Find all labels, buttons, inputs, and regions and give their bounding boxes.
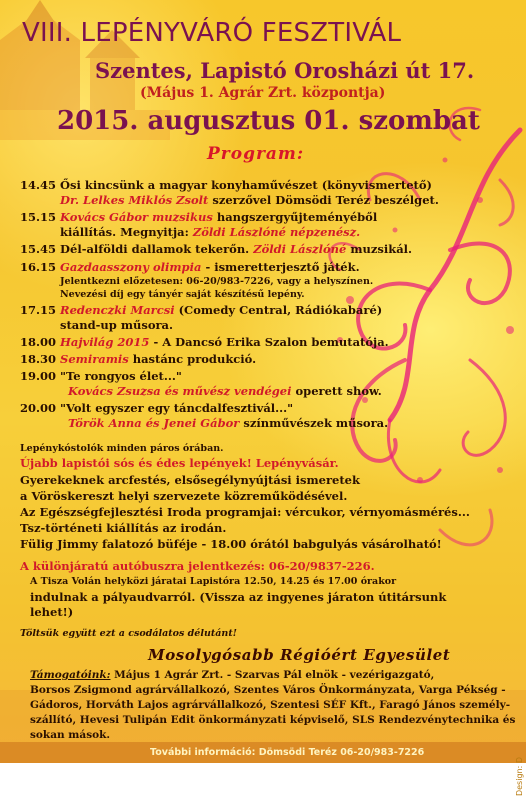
- program-time: 19.00: [20, 369, 57, 383]
- invite-line: Töltsük együtt ezt a csodálatos délutánt!: [20, 628, 237, 639]
- bus-return: lehet!): [30, 605, 74, 619]
- performer-name: Redenczki Marcsi: [60, 303, 175, 317]
- program-item-5: [20, 305, 382, 317]
- performer-name: Semiramis: [60, 352, 129, 366]
- bus-departure: indulnak a pályaudvarról. (Vissza az ingyenes járaton útitársunk: [30, 590, 447, 604]
- program-item-9: [20, 403, 293, 415]
- info-market: Újabb lapistói sós és édes lepények! Lepényvásár.: [20, 456, 339, 470]
- bus-schedule: A Tisza Volán helyközi járatai Lapistóra 12.50, 14.25 és 17.00 órakor: [30, 576, 397, 587]
- program-text: (Comedy Central, Rádiókabaré): [178, 303, 383, 317]
- program-text: muzsikál.: [350, 242, 413, 256]
- program-time: 18.00: [20, 335, 57, 349]
- program-item-1: [20, 180, 432, 192]
- bus-registration: A különjáratú autóbuszra jelentkezés: 06-20/9837-226.: [20, 559, 375, 573]
- program-item-5-cont: stand-up műsora.: [60, 318, 174, 332]
- info-buffet: Fülig Jimmy falatozó büféje - 18.00 órától babgulyás vásárolható!: [20, 537, 442, 551]
- info-tasting: Lepénykóstolók minden páros órában.: [20, 443, 224, 454]
- event-date: 2015. augusztus 01. szombat: [57, 106, 480, 136]
- performer-name: Dr. Lelkes Miklós Zsolt: [60, 193, 209, 207]
- program-text: Dél-alföldi dallamok tekerőn.: [60, 242, 250, 256]
- program-text: hangszergyűjteményéből: [216, 210, 378, 224]
- performer-name: Török Anna és Jenei Gábor: [68, 416, 240, 430]
- performer-name: Kovács Zsuzsa és művész vendégei: [68, 384, 292, 398]
- program-time: 18.30: [20, 352, 57, 366]
- performer-name: Zöldi Lászlóné: [253, 242, 347, 256]
- performer-name: Zöldi Lászlóné népzenész.: [192, 225, 361, 239]
- program-item-3: [20, 244, 412, 256]
- supporters-label: Támogatóink:: [30, 669, 111, 681]
- program-time: 15.45: [20, 242, 57, 256]
- footer-contact: További információ: Dömsödi Teréz 06-20/983-7226: [150, 747, 425, 758]
- program-item-1-cont: [60, 195, 439, 207]
- organizer-name: Mosolygósabb Régióért Egyesület: [148, 646, 451, 664]
- program-item-4-note: Jelentkezni előzetesen: 06-20/983-7226, vagy a helyszínen.: [60, 276, 374, 287]
- program-item-2-cont: [60, 227, 360, 239]
- venue-address: Szentes, Lapistó Orosházi út 17.: [95, 58, 475, 83]
- info-kids: Gyerekeknek arcfestés, elsősegélynyújtási ismeretek: [20, 473, 360, 487]
- program-time: 17.15: [20, 303, 57, 317]
- venue-subtitle: (Május 1. Agrár Zrt. központja): [140, 85, 386, 101]
- performer-name: Gazdaasszony olimpia: [60, 260, 202, 274]
- supporters-line-3: Gádoros, Horváth Lajos agrárvállalkozó, Szentesi SÉF Kft., Faragó János személy-: [30, 699, 511, 711]
- program-text: kiállítás. Megnyitja:: [60, 225, 189, 239]
- program-text: - ismeretterjesztő játék.: [205, 260, 360, 274]
- program-item-9-cont: [68, 418, 388, 430]
- program-time: 15.15: [20, 210, 57, 224]
- supporters-text: Május 1 Agrár Zrt. - Szarvas Pál elnök - vezérigazgató,: [114, 669, 435, 681]
- info-exhibition: Tsz-történeti kiállítás az irodán.: [20, 521, 227, 535]
- program-item-4-note: Nevezési díj egy tányér saját készítésű lepény.: [60, 289, 305, 300]
- program-text: "Volt egyszer egy táncdalfesztivál...": [60, 401, 294, 415]
- program-text: hastánc produkció.: [132, 352, 257, 366]
- performer-name: Kovács Gábor muzsikus: [60, 210, 213, 224]
- supporters-line-1: [30, 670, 434, 681]
- program-time: 20.00: [20, 401, 57, 415]
- supporters-line-4: szállító, Hevesi Tulipán Edit önkormányzati képviselő, SLS Rendezvénytechnika és: [30, 714, 516, 726]
- program-text: Ősi kincsünk a magyar konyhaművészet (könyvismertető): [60, 178, 432, 192]
- program-text: - A Dancsó Erika Szalon bemutatója.: [153, 335, 389, 349]
- program-item-8-cont: [68, 386, 382, 398]
- design-credit: Design: D: [515, 757, 524, 796]
- program-text: "Te rongyos élet...": [60, 369, 182, 383]
- program-text: operett show.: [295, 384, 382, 398]
- program-item-2: [20, 212, 377, 224]
- festival-title: VIII. LEPÉNYVÁRÓ FESZTIVÁL: [22, 18, 402, 48]
- info-redcross: a Vöröskereszt helyi szervezete közreműködésével.: [20, 489, 348, 503]
- supporters-line-2: Borsos Zsigmond agrárvállalkozó, Szentes Város Önkormányzata, Varga Pékség -: [30, 684, 506, 696]
- program-item-7: [20, 354, 256, 366]
- program-time: 16.15: [20, 260, 57, 274]
- program-item-6: [20, 337, 389, 349]
- performer-name: Hajvilág 2015: [60, 335, 150, 349]
- info-health: Az Egészségfejlesztési Iroda programjai: vércukor, vérnyomásmérés...: [20, 505, 470, 519]
- program-text: szerzővel Dömsödi Teréz beszélget.: [212, 193, 439, 207]
- program-heading: Program:: [207, 144, 305, 164]
- supporters-line-5: sokan mások.: [30, 729, 111, 741]
- program-item-8: [20, 371, 182, 383]
- program-time: 14.45: [20, 178, 57, 192]
- program-item-4: [20, 262, 360, 274]
- program-text: színművészek műsora.: [243, 416, 389, 430]
